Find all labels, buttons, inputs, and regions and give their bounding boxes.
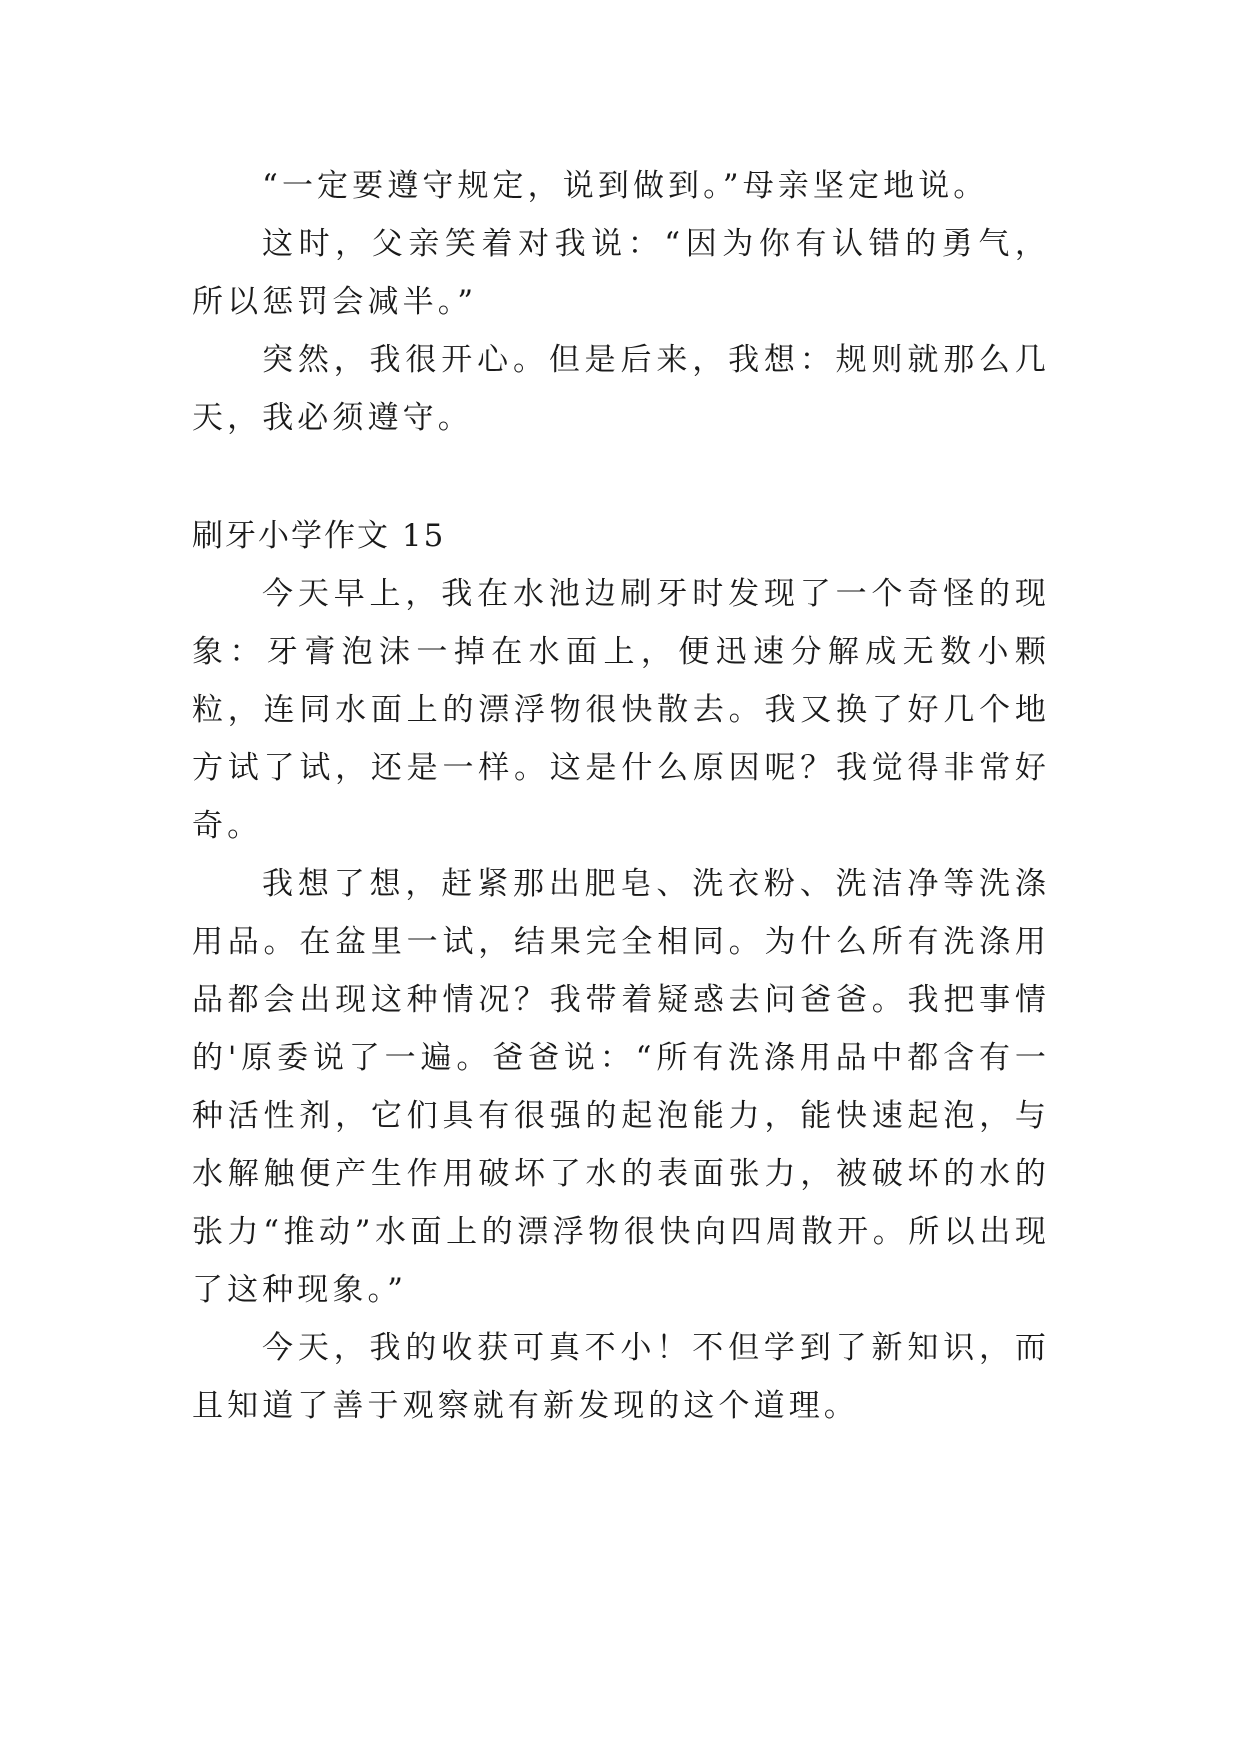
section-title: 刷牙小学作文 15 xyxy=(192,518,446,554)
paragraph: “一定要遵守规定，说到做到。”母亲坚定地说。 xyxy=(262,168,989,204)
paragraph: 这时，父亲笑着对我说：“因为你有认错的勇气，所以惩罚会减半。” xyxy=(192,226,1050,320)
paragraph: 今天，我的收获可真不小！不但学到了新知识，而且知道了善于观察就有新发现的这个道理。 xyxy=(192,1330,1050,1424)
continued-text-block xyxy=(192,157,1050,447)
paragraph: 今天早上，我在水池边刷牙时发现了一个奇怪的现象：牙膏泡沫一掉在水面上，便迅速分解成无数小颗粒，连同水面上的漂浮物很快散去。我又换了好几个地方试了试，还是一样。这是什么原因呢？我觉得非常好奇。 xyxy=(192,576,1050,844)
essay-section xyxy=(192,507,1050,1435)
paragraph: 突然，我很开心。但是后来，我想：规则就那么几天，我必须遵守。 xyxy=(192,342,1050,436)
paragraph: 我想了想，赶紧那出肥皂、洗衣粉、洗洁净等洗涤用品。在盆里一试，结果完全相同。为什么所有洗涤用品都会出现这种情况？我带着疑惑去问爸爸。我把事情的'原委说了一遍。爸爸说：“所有洗涤用品中都含有一种活性剂，它们具有很强的起泡能力，能快速起泡，与水解触便产生作用破坏了水的表面张力，被破坏的水的张力“推动”水面上的漂浮物很快向四周散开。所以出现了这种现象。” xyxy=(192,866,1050,1308)
